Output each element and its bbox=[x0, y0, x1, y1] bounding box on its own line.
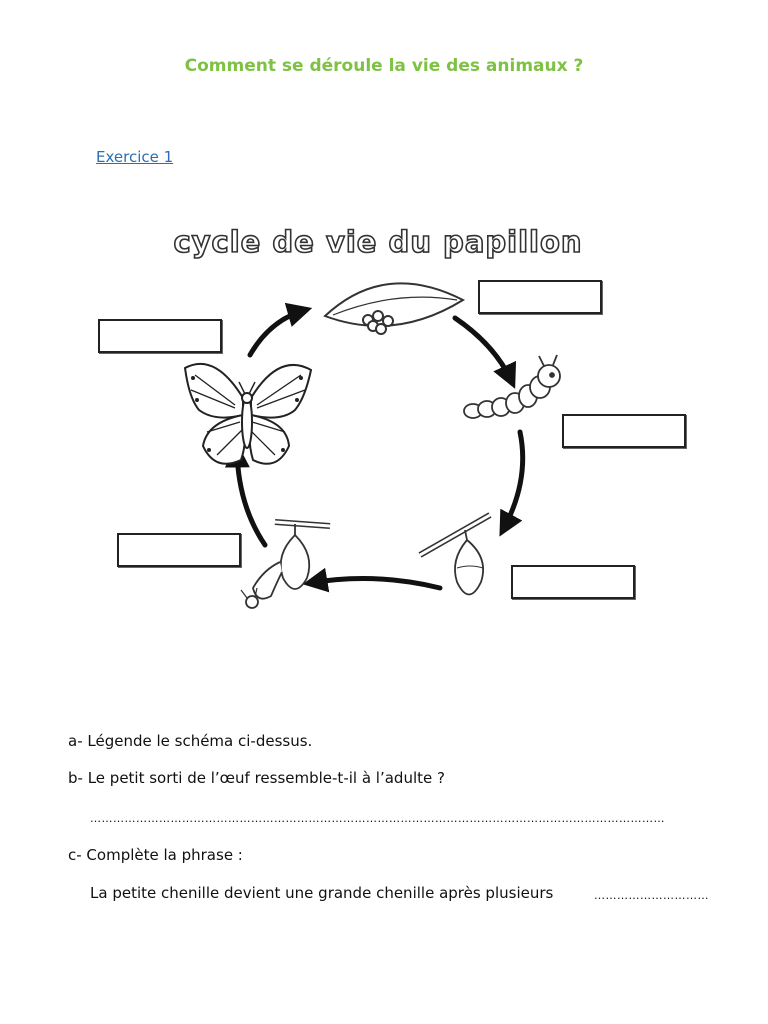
label-box-caterpillar[interactable] bbox=[562, 414, 686, 448]
life-cycle-diagram bbox=[85, 210, 700, 630]
label-box-butterfly[interactable] bbox=[98, 319, 222, 353]
exercise-link[interactable]: Exercice 1 bbox=[96, 148, 174, 166]
question-b: b- Le petit sorti de l’œuf ressemble-t-il à l’adulte ? bbox=[68, 769, 445, 787]
label-box-egg[interactable] bbox=[478, 280, 602, 314]
arrow-butterfly-to-egg bbox=[250, 310, 305, 355]
sentence-c: La petite chenille devient une grande chenille après plusieurs bbox=[90, 884, 554, 902]
egg-leaf-illustration bbox=[325, 283, 463, 334]
page-title: Comment se déroule la vie des animaux ? bbox=[184, 56, 584, 76]
chrysalis-illustration-right bbox=[420, 515, 490, 595]
label-box-chrysalis-right[interactable] bbox=[511, 565, 635, 599]
question-c: c- Complète la phrase : bbox=[68, 846, 243, 864]
diagram-heading: cycle de vie du papillon bbox=[173, 225, 583, 259]
arrow-chrysalis-to-butterfly bbox=[237, 450, 265, 545]
arrow-egg-to-caterpillar bbox=[455, 318, 512, 382]
butterfly-illustration bbox=[185, 364, 311, 464]
emerging-butterfly-illustration bbox=[241, 522, 330, 608]
arrow-chrysalis-to-chrysalis bbox=[310, 579, 440, 588]
question-a: a- Légende le schéma ci-dessus. bbox=[68, 732, 313, 750]
answer-line-b[interactable]: …………………………………………………………………………………………………………………………………… bbox=[90, 812, 665, 825]
arrow-caterpillar-to-chrysalis bbox=[503, 432, 523, 530]
label-box-chrysalis-left[interactable] bbox=[117, 533, 241, 567]
caterpillar-illustration bbox=[464, 355, 560, 418]
answer-blank-c[interactable]: ………………………… bbox=[594, 889, 709, 902]
